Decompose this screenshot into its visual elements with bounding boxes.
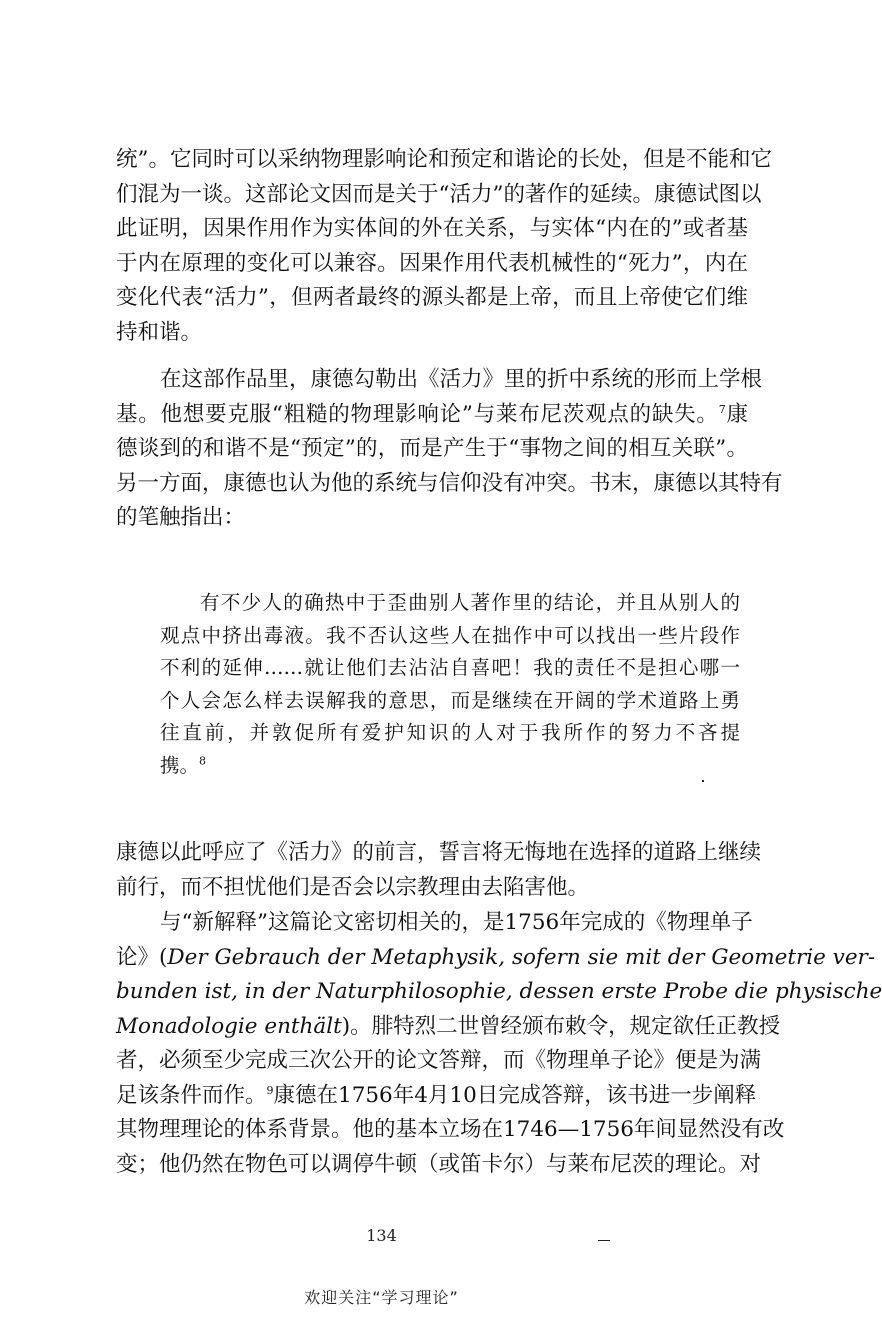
text-line: 的笔触指出：: [116, 505, 246, 530]
footnote-ref-7: 7: [718, 402, 726, 416]
text-line: 统”。它同时可以采纳物理影响论和预定和谐论的长处，但是不能和它: [116, 147, 772, 172]
text-line: 变；他仍然在物色可以调停牛顿（或笛卡尔）与莱布尼茨的理论。对: [116, 1151, 762, 1177]
text-line: 康德以此呼应了《活力》的前言，誓言将无悔地在选择的道路上继续: [116, 840, 762, 865]
text-line: [116, 1010, 781, 1045]
block-quote: [160, 587, 740, 783]
book-title-german: bunden ist, in der Naturphilosophie, dessen erste Probe die physische: [116, 979, 882, 1004]
text-segment: 携。: [160, 753, 200, 777]
quote-line: [160, 750, 740, 783]
text-line: 此证明，因果作用作为实体间的外在关系，与实体“内在的”或者基: [116, 216, 748, 241]
quote-line: 个人会怎么样去误解我的意思，而是继续在开阔的学术道路上勇: [160, 688, 740, 712]
text-line: 于内在原理的变化可以兼容。因果作用代表机械性的“死力”，内在: [116, 250, 748, 276]
text-line: 持和谐。: [116, 319, 203, 345]
paragraph-2: [116, 363, 783, 536]
text-line: 在这部作品里，康德勾勒出《活力》里的折中系统的形而上学根: [160, 367, 763, 392]
text-segment: 论》(: [116, 944, 168, 970]
text-line: [116, 398, 748, 433]
quote-line: 有不少人的确热中于歪曲别人著作里的结论，并且从别人的: [200, 591, 740, 614]
text-line: [116, 941, 876, 976]
paragraph-3: [116, 836, 762, 905]
book-title-german: Der Gebrauch der Metaphysik, sofern sie mit der Geometrie ver-: [167, 944, 876, 970]
text-line: 们混为一谈。这部论文因而是关于“活力”的著作的延续。康德试图以: [116, 181, 762, 207]
scan-speck-mark: [702, 780, 704, 782]
text-line: 其物理理论的体系背景。他的基本立场在1746—1756年间显然没有改: [116, 1117, 785, 1142]
text-segment: 基。他想要克服“粗糙的物理影响论”与莱布尼茨观点的缺失。: [116, 401, 719, 427]
text-segment: 康: [725, 401, 748, 427]
text-segment: 足该条件而作。: [116, 1082, 267, 1108]
quote-line: 不利的延伸……就让他们去沾沾自喜吧！我的责任不是担心哪一: [160, 656, 740, 680]
text-segment: 康德在1756年4月10日完成答辩，该书进一步阐释: [273, 1082, 757, 1108]
paragraph-4: [116, 906, 882, 1182]
page-number: 134: [366, 1226, 397, 1245]
text-segment: )。腓特烈二世曾经颁布敕令，规定欲任正教授: [341, 1013, 781, 1039]
text-line: [116, 1079, 757, 1114]
watermark-footer: 欢迎关注“学习理论”: [304, 1288, 459, 1307]
text-line: 与“新解释”这篇论文密切相关的，是1756年完成的《物理单子: [160, 910, 753, 935]
quote-line: 观点中挤出毒液。我不否认这些人在拙作中可以找出一些片段作: [160, 623, 740, 647]
text-line: 另一方面，康德也认为他的系统与信仰没有冲突。书末，康德以其特有: [116, 470, 783, 496]
text-line: 德谈到的和谐不是“预定”的，而是产生于“事物之间的相互关联”。: [116, 436, 748, 461]
text-line: 者，必须至少完成三次公开的论文答辩，而《物理单子论》便是为满: [116, 1048, 762, 1073]
paragraph-1: [116, 143, 772, 350]
scan-dash-mark: [598, 1240, 610, 1241]
book-title-german: Monadologie enthält: [116, 1013, 342, 1039]
footnote-ref-9: 9: [266, 1083, 274, 1097]
footnote-ref-8: 8: [199, 754, 207, 768]
text-line: 变化代表“活力”，但两者最终的源头都是上帝，而且上帝使它们维: [116, 285, 748, 310]
quote-line: 往直前，并敦促所有爱护知识的人对于我所作的努力不吝提: [160, 721, 740, 745]
text-line: 前行，而不担忧他们是否会以宗教理由去陷害他。: [116, 874, 590, 900]
